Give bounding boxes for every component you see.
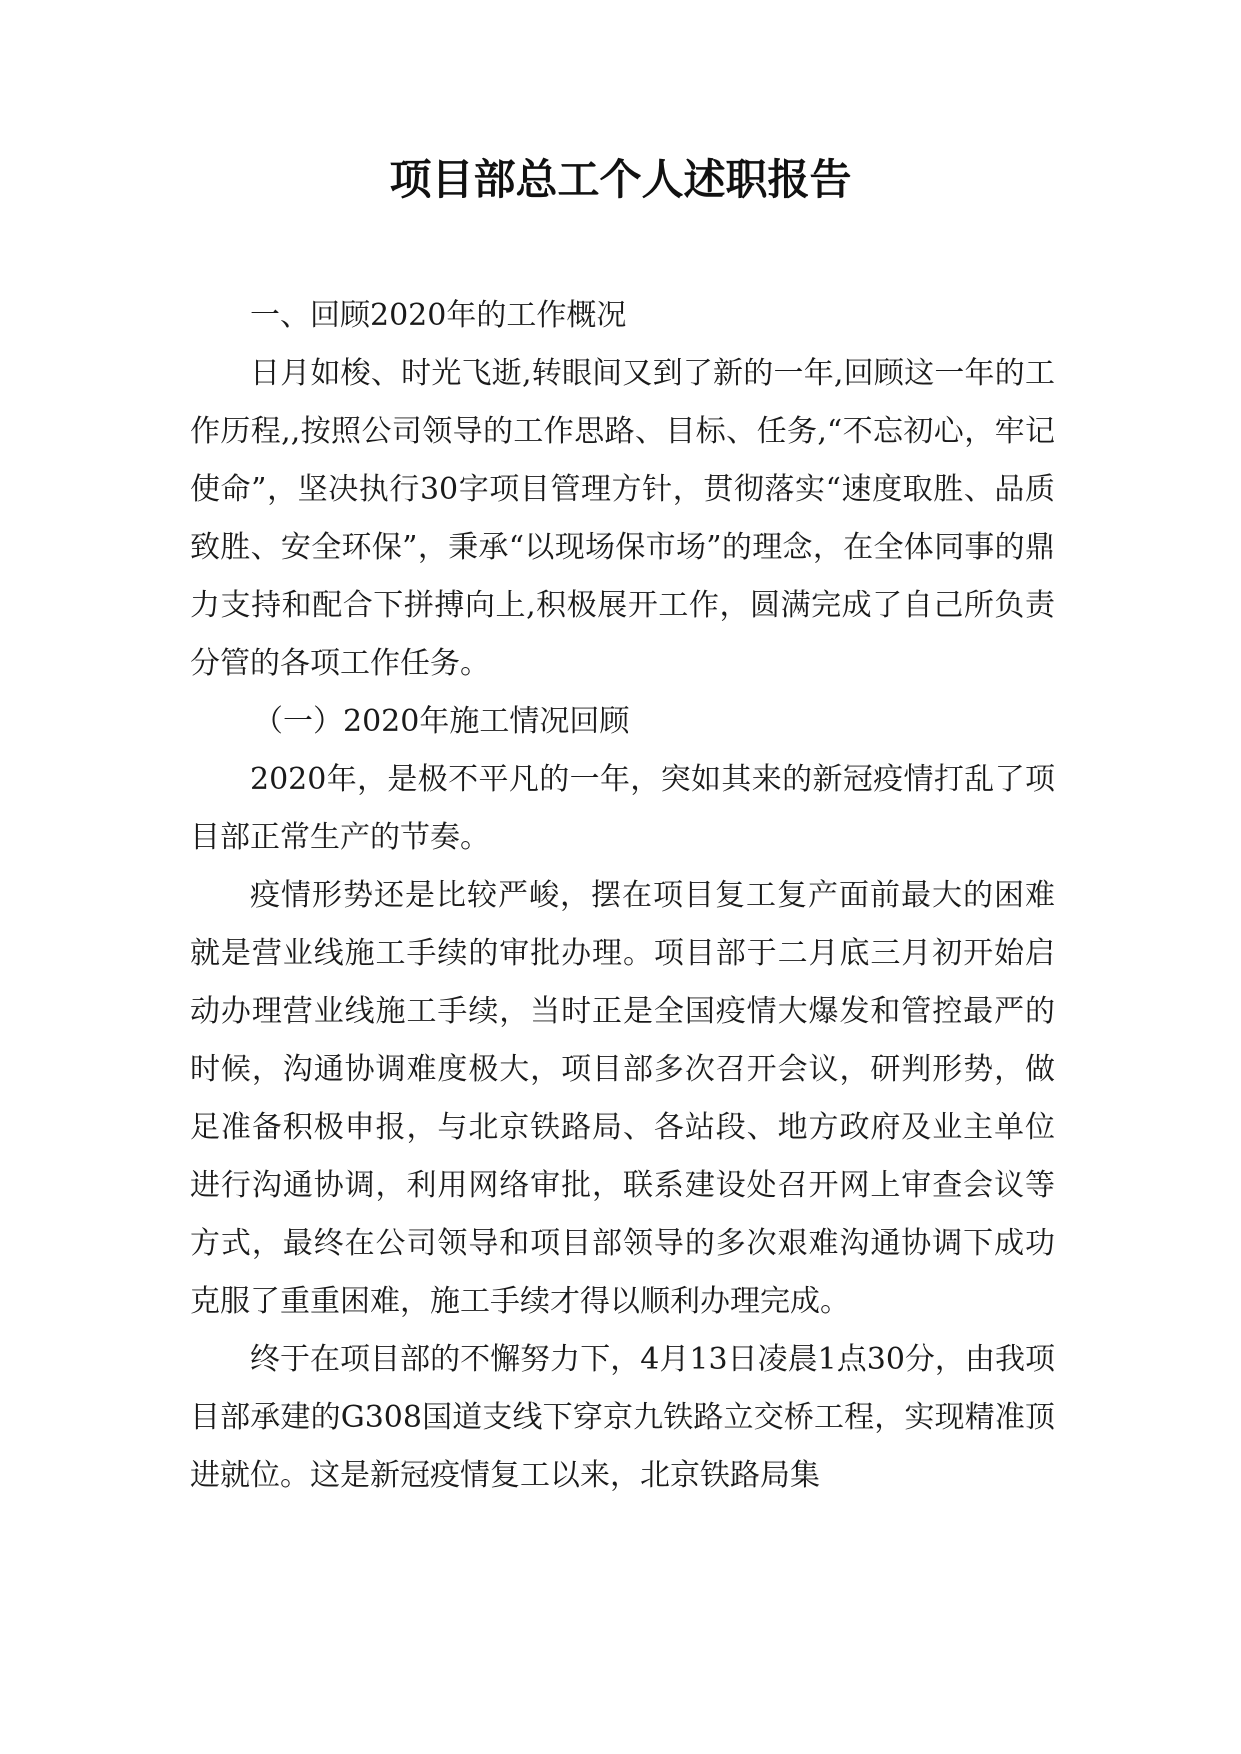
paragraph: 2020年，是极不平凡的一年，突如其来的新冠疫情打乱了项目部正常生产的节奏。 xyxy=(190,762,1055,855)
section-heading: 一、回顾2020年的工作概况 xyxy=(250,298,627,333)
paragraph: 疫情形势还是比较严峻，摆在项目复工复产面前最大的困难就是营业线施工手续的审批办理。项目部于二月底三月初开始启动办理营业线施工手续，当时正是全国疫情大爆发和管控最严的时候，沟通协调难度极大，项目部多次召开会议，研判形势，做足准备积极申报，与北京铁路局、各站段、地方政府及业主单位进行沟通协调，利用网络审批，联系建设处召开网上审查会议等方式，最终在公司领导和项目部领导的多次艰难沟通协调下成功克服了重重困难，施工手续才得以顺利办理完成。 xyxy=(190,878,1055,1319)
paragraph: 日月如梭、时光飞逝,转眼间又到了新的一年,回顾这一年的工作历程,,按照公司领导的工作思路、目标、任务,“不忘初心，牢记使命”，坚决执行30字项目管理方针，贯彻落实“速度取胜、品质致胜、安全环保”，秉承“以现场保市场”的理念，在全体同事的鼎力支持和配合下拼搏向上,积极展开工作，圆满完成了自己所负责分管的各项工作任务。 xyxy=(190,356,1055,681)
document-body xyxy=(190,287,1055,1505)
document-title: 项目部总工个人述职报告 xyxy=(389,155,852,204)
subsection-heading: （一）2020年施工情况回顾 xyxy=(253,704,630,739)
paragraph: 终于在项目部的不懈努力下，4月13日凌晨1点30分，由我项目部承建的G308国道支线下穿京九铁路立交桥工程，实现精准顶进就位。这是新冠疫情复工以来，北京铁路局集 xyxy=(190,1342,1055,1493)
